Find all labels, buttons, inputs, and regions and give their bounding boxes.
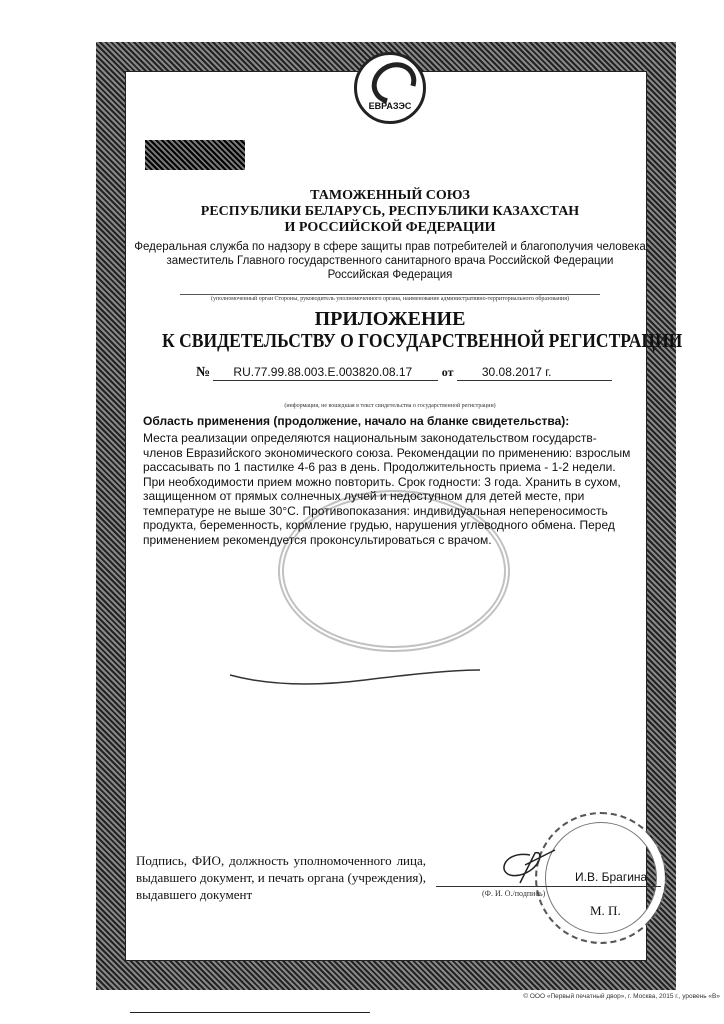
printer-credit: © ООО «Первый печатный двор», г. Москва, 2015 г., уровень «В» — [523, 993, 720, 1000]
document-title — [130, 308, 683, 352]
title-line-1: ПРИЛОЖЕНИЕ — [314, 308, 466, 330]
registration-line — [196, 364, 612, 381]
registration-caption: (информация, не вошедшая в текст свидетельства о государственной регистрации) — [284, 403, 496, 409]
header-line-2: РЕСПУБЛИКИ БЕЛАРУСЬ, РЕСПУБЛИКИ КАЗАХСТАН — [200, 204, 580, 219]
logo-text: ЕВРАЗЭС — [368, 101, 412, 111]
seal-label: М. П. — [590, 903, 621, 918]
signature-label: Подпись, ФИО, должность уполномоченного лица, выдавшего документ, и печать органа (учреждения), выдавшего документ — [136, 853, 426, 902]
agency-name: Федеральная служба по надзору в сфере защиты прав потребителей и благополучия человека — [134, 241, 646, 253]
date-label: от — [441, 365, 454, 379]
signer-name: И.В. Брагина — [575, 870, 648, 884]
handwritten-stroke — [225, 650, 485, 690]
registration-number: RU.77.99.88.003.E.003820.08.17 — [213, 364, 438, 381]
eurasec-logo — [354, 52, 426, 124]
header-caption: (уполномоченный орган Стороны, руководитель уполномоченного органа, наименование административно-территориального образования) — [211, 296, 569, 302]
signature-icon — [490, 845, 560, 885]
bottom-rule — [130, 1012, 370, 1013]
header-line-3: И РОССИЙСКОЙ ФЕДЕРАЦИИ — [284, 220, 496, 235]
header-agency — [130, 240, 650, 282]
registration-date: 30.08.2017 г. — [457, 364, 612, 381]
header-line-1: ТАМОЖЕННЫЙ СОЮЗ — [310, 188, 470, 203]
header-union — [130, 188, 650, 236]
form-number-block — [145, 140, 245, 170]
title-line-2: К СВИДЕТЕЛЬСТВУ О ГОСУДАРСТВЕННОЙ РЕГИСТРАЦИИ — [161, 330, 683, 352]
number-label: № — [196, 365, 211, 380]
content-text: Места реализации определяются национальным законодательством государств-членов Евразийского экономического союза. Рекомендации по применению: взрослым рассасывать по 1 пастилке 4-6 раз в день. Продолжительность приема - 1-2 недели. При необходимости прием можно повторить. Срок годности: 3 года. Хранить в сухом, защищенном от прямых солнечных лучей и недоступном для детей месте, при температуре не выше 30°С. Противопоказания: индивидуальная непереносимость продукта, беременность, кормление грудью, нарушения углеводного обмена. Перед применением рекомендуется проконсультироваться с врачом. — [143, 431, 631, 547]
content-heading: Область применения (продолжение, начало на бланке свидетельства): — [143, 414, 570, 428]
signature-caption: (Ф. И. О./подпись) — [482, 889, 546, 898]
country-name: Российская Федерация — [327, 269, 453, 281]
official-title: заместитель Главного государственного санитарного врача Российской Федерации — [166, 255, 614, 267]
